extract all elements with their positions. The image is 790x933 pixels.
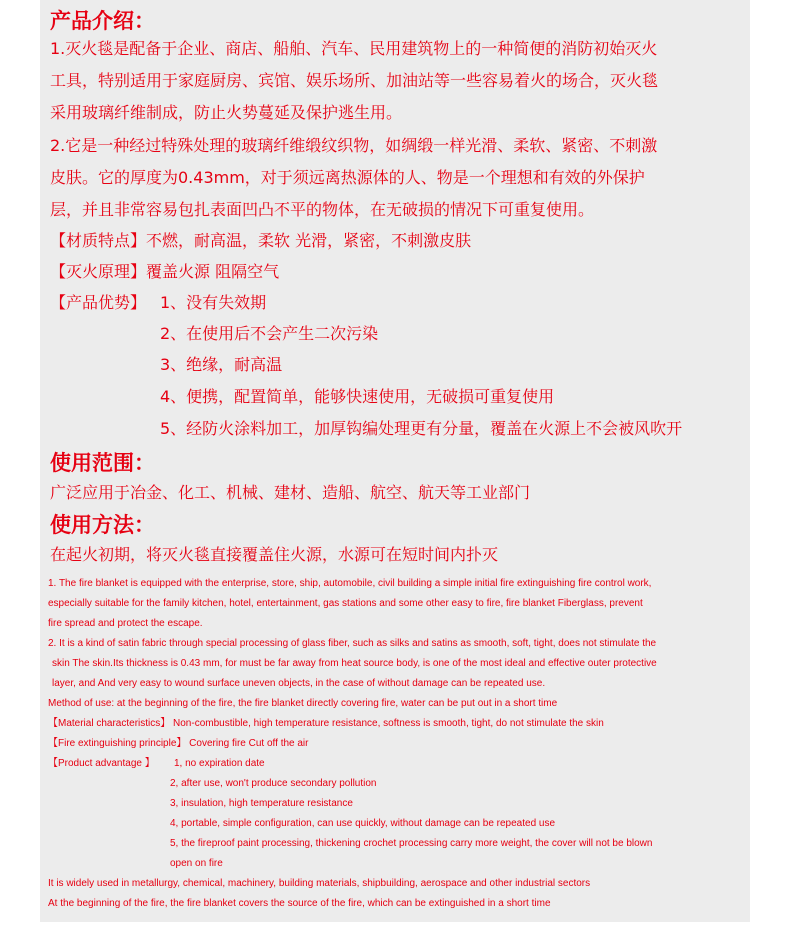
intro-p1-line-3: 采用玻璃纤维制成，防止火势蔓延及保护逃生用。: [50, 103, 403, 122]
english-advantage-label: 【Product advantage 】: [48, 758, 155, 769]
english-advantage-3: 3, insulation, high temperature resistance: [170, 798, 353, 809]
scope-text: 广泛应用于冶金、化工、机械、建材、造船、航空、航天等工业部门: [50, 483, 531, 502]
intro-p1-line-2: 工具，特别适用于家庭厨房、宾馆、娱乐场所、加油站等一些容易着火的场合，灭火毯: [50, 71, 659, 90]
english-p1-line-2: especially suitable for the family kitchen, hotel, entertainment, gas stations and some other easy to fire, fire blanket Fiberglass, prevent: [48, 598, 643, 609]
advantage-5: 5、经防火涂料加工，加厚钩编处理更有分量，覆盖在火源上不会被风吹开: [160, 419, 683, 438]
method-heading: 使用方法：: [50, 513, 155, 537]
english-usage: At the beginning of the fire, the fire blanket covers the source of the fire, which can be extinguished in a short time: [48, 898, 551, 909]
english-principle: 【Fire extinguishing principle】 Covering fire Cut off the air: [48, 738, 309, 749]
english-advantage-5: 5, the fireproof paint processing, thickening crochet processing carry more weight, the cover will not be blown: [170, 838, 653, 849]
product-advantage-label: 【产品优势】: [50, 293, 147, 312]
intro-p2-line-2: 皮肤。它的厚度为0.43mm，对于须远离热源体的人、物是一个理想和有效的外保护: [50, 168, 645, 187]
advantage-2: 2、在使用后不会产生二次污染: [160, 324, 379, 343]
english-advantage-5-cont: open on fire: [170, 858, 223, 869]
intro-p1-line-1: 1.灭火毯是配备于企业、商店、船舶、汽车、民用建筑物上的一种简便的消防初始灭火: [50, 39, 658, 58]
extinguishing-principle: 【灭火原理】覆盖火源 阻隔空气: [50, 262, 280, 281]
english-p2-line-2: skin The skin.Its thickness is 0.43 mm, for must be far away from heat source body, is one of the most ideal and effective outer protective: [52, 658, 657, 669]
english-p1-line-3: fire spread and protect the escape.: [48, 618, 203, 629]
advantage-4: 4、便携，配置简单，能够快速使用，无破损可重复使用: [160, 387, 555, 406]
intro-p2-line-1: 2.它是一种经过特殊处理的玻璃纤维缎纹织物，如绸缎一样光滑、柔软、紧密、不刺激: [50, 136, 658, 155]
advantage-1: 1、没有失效期: [160, 293, 267, 312]
english-method: Method of use: at the beginning of the fire, the fire blanket directly covering fire, water can be put out in a short time: [48, 698, 558, 709]
intro-heading: 产品介绍：: [50, 9, 155, 33]
method-text: 在起火初期，将灭火毯直接覆盖住火源，水源可在短时间内扑灭: [50, 545, 499, 564]
english-advantage-2: 2, after use, won't produce secondary pollution: [170, 778, 377, 789]
english-p1-line-1: 1. The fire blanket is equipped with the enterprise, store, ship, automobile, civil building a simple initial fire extinguishing fire control work,: [48, 578, 652, 589]
english-p2-line-3: layer, and And very easy to wound surface uneven objects, in the case of without damage can be repeated use.: [52, 678, 546, 689]
english-material: 【Material characteristics】 Non-combustible, high temperature resistance, softness is smooth, tight, do not stimulate the skin: [48, 718, 604, 729]
intro-p2-line-3: 层，并且非常容易包扎表面凹凸不平的物体，在无破损的情况下可重复使用。: [50, 200, 595, 219]
advantage-3: 3、绝缘，耐高温: [160, 355, 283, 374]
scope-heading: 使用范围：: [50, 451, 155, 475]
english-scope: It is widely used in metallurgy, chemical, machinery, building materials, shipbuilding, aerospace and other industrial sectors: [48, 878, 591, 889]
english-advantage-1: 1, no expiration date: [174, 758, 265, 769]
material-characteristics: 【材质特点】不燃，耐高温，柔软 光滑，紧密，不刺激皮肤: [50, 231, 472, 250]
english-advantage-4: 4, portable, simple configuration, can use quickly, without damage can be repeated use: [170, 818, 556, 829]
english-p2-line-1: 2. It is a kind of satin fabric through special processing of glass fiber, such as silks and satins as smooth, soft, tight, does not stimulate the: [48, 638, 657, 649]
